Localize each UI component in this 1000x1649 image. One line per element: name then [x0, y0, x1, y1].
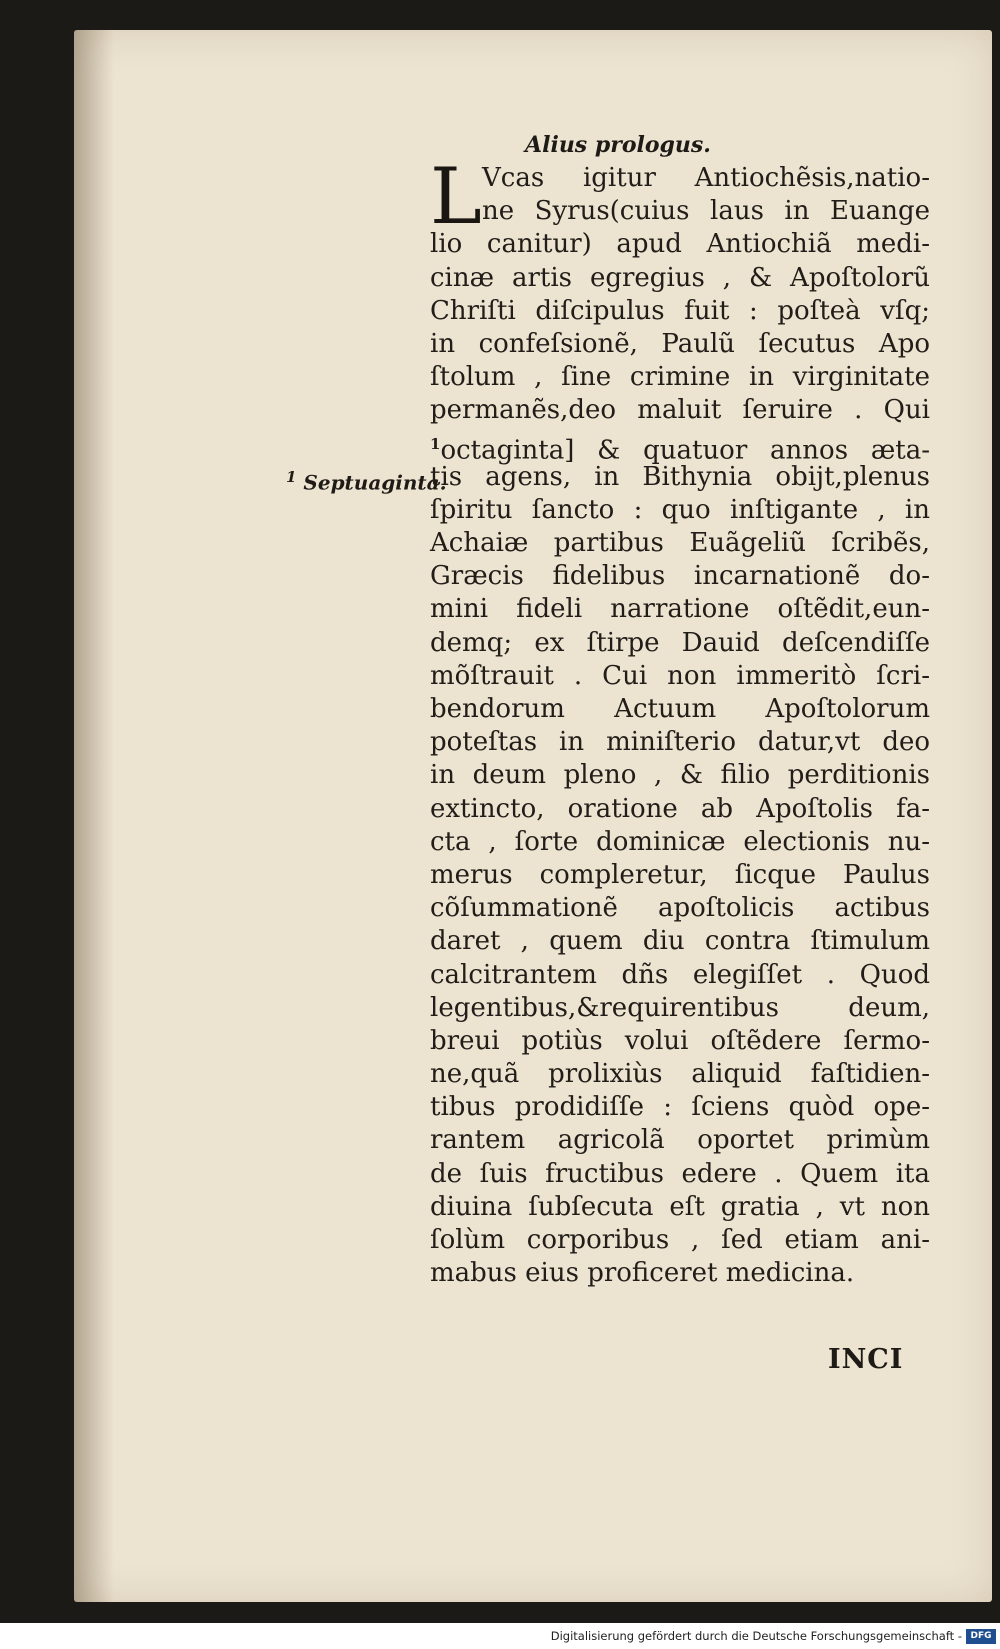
footer-credit: Digitalisierung gefördert durch die Deutsche Forschungsgemeinschaft -: [550, 1629, 962, 1643]
text-line: mõſtrauit . Cui non immeritò ſcri-: [430, 660, 930, 691]
text-line: bendorum Actuum Apoſtolorum: [430, 694, 930, 724]
text-line: daret , quem diu contra ſtimulum: [430, 926, 930, 957]
text-line-content: octaginta] & quatuor annos æta-: [440, 435, 930, 466]
text-line: ne Syrus(cuius laus in Euange: [482, 196, 930, 227]
note-marker: 1: [430, 434, 441, 453]
text-line: merus compleretur, ſicque Paulus: [430, 859, 930, 890]
text-line: demq; ex ſtirpe Dauid deſcendiſſe: [430, 627, 930, 658]
text-line: Achaiæ partibus Euãgeliũ ſcribẽs,: [430, 528, 930, 559]
drop-cap: L: [430, 152, 482, 242]
text-line: mini fideli narratione oſtẽdit,eun-: [430, 594, 930, 625]
prologue-text: [430, 152, 930, 1290]
text-line: ſpiritu ſancto : quo inſtigante , in: [430, 494, 930, 525]
text-line: de ſuis fructibus edere . Quem ita: [430, 1158, 930, 1189]
text-line: extincto, oratione ab Apoſtolis fa-: [430, 793, 930, 824]
text-line: in confeſsionẽ, Paulũ ſecutus Apo: [430, 328, 930, 359]
spine-shadow: [74, 30, 114, 1602]
text-line: breui potiùs volui oſtẽdere ſermo-: [430, 1025, 930, 1056]
margin-note-marker: 1: [286, 468, 297, 486]
footer-bar: [0, 1623, 1000, 1649]
text-line: diuina ſubſecuta eſt gratia , vt non: [430, 1191, 930, 1222]
text-line: ſolùm corporibus , ſed etiam ani-: [430, 1225, 930, 1255]
text-line: legentibus,&requirentibus deum,: [430, 992, 930, 1023]
text-line: ne,quã prolixiùs aliquid faſtidien-: [430, 1059, 930, 1090]
text-line: lio canitur) apud Antiochiã medi-: [430, 229, 930, 260]
margin-note-text: Septuaginta.: [303, 470, 447, 495]
text-line: in deum pleno , & filio perditionis: [430, 760, 930, 791]
dfg-logo: DFG: [966, 1629, 996, 1644]
running-head: Alius prologus.: [525, 132, 711, 158]
text-line: Græcis fidelibus incarnationẽ do-: [430, 561, 930, 592]
book-page: [74, 30, 992, 1602]
text-line: Vcas igitur Antiochẽsis,natio-: [482, 163, 930, 193]
text-line: poteſtas in miniſterio datur,vt deo: [430, 727, 930, 758]
text-line: Chriſti diſcipulus fuit : poſteà vſq;: [430, 295, 930, 326]
text-line-with-note: [430, 428, 930, 466]
text-line: rantem agricolã oportet primùm: [430, 1125, 930, 1156]
text-line: cinæ artis egregius , & Apoſtolorũ: [430, 262, 930, 293]
text-line: mabus eius proficeret medicina.: [430, 1258, 855, 1289]
text-line: ſtolum , ſine crimine in virginitate: [430, 362, 930, 393]
text-line: tibus prodidiſſe : ſciens quòd ope-: [430, 1092, 930, 1123]
catchword: INCI: [828, 1344, 904, 1375]
text-line: cõſummationẽ apoſtolicis actibus: [430, 893, 930, 924]
text-line: cta , ſorte dominicæ electionis nu-: [430, 826, 930, 857]
text-line: tis agens, in Bithynia obijt,plenus: [430, 461, 930, 492]
margin-note: [286, 468, 447, 495]
text-line: calcitrantem dñs elegiſſet . Quod: [430, 959, 930, 990]
text-line: permanẽs,deo maluit ſeruire . Qui: [430, 395, 930, 426]
